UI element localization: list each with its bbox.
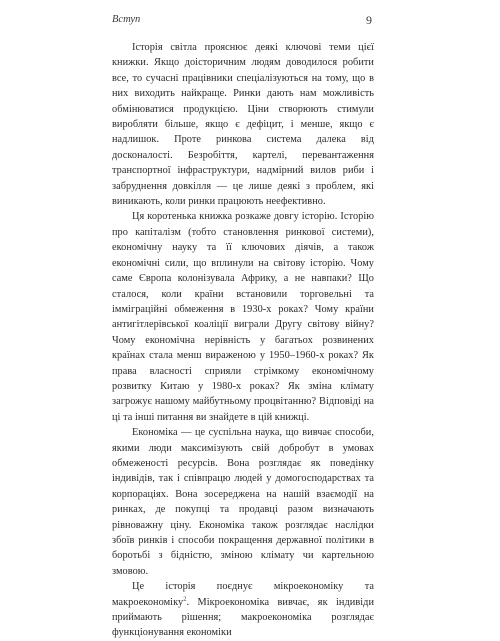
paragraph-4-start: Це історія поєднує мікроекономіку та макроекономіку [112,581,374,608]
paragraph-2: Ця коротенька книжка розкаже довгу історію. Історію про капіталізм (тобто становлення ринкової системи), економічну науку та її ключових діячів, а також економічні сили, що вплинули на світову історію. Чому саме Європа колонізувала Африку, а не навпаки? Що сталося, коли країни встановили торговельні та імміграційні обмеження в 1930-х роках? Чому країни антигітлерівської коаліції виграли Другу світову війну? Чому економічна нерівність у багатьох розвинених країнах стала менш вираженою у 1950–1960-х роках? Як права власності сприяли стрімкому економічному розвитку Китаю у 1980-х роках? Як зміна клімату загрожує нашому майбутньому процвітанню? Відповіді на ці та інші питання ви знайдете в цій книжці. [112,211,374,423]
paragraph-1: Історія світла прояснює деякі ключові теми цієї книжки. Якщо доісторичним людям доводилося робити все, то сучасні працівники спеціалізуються на тому, що в них виходить найкраще. Ринки дають нам можливість обмінюватися продукцією. Ціни створюють стимули виробляти більше, якщо є дефіцит, і менше, якщо є надлишок. Проте ринкова система далека від досконалості. Безробіття, картелі, перевантаження транспортної інфраструктури, надмірний вилов риби і забруднення довкілля — це лише деякі з проблем, які виникають, коли ринки працюють неефективно. [112,42,374,208]
footnote-marker[interactable]: 2 [183,595,187,603]
running-head: Вступ [112,14,141,25]
paragraph-4 [112,579,374,641]
paragraph-3: Економіка — це суспільна наука, що вивчає способи, якими люди максимізують свій добробут в умовах обмеженості ресурсів. Вона розглядає як поведінку індивідів, так і співпрацю людей у домогосподарствах та корпораціях. Вона зосереджена на нашій взаємодії на ринках, де покупці та продавці разом визначають рівноважну ціну. Економіка також розглядає наслідки збоїв ринків і способи покращення державної політики в боротьбі з бідністю, зміною клімату чи картельною змовою. [112,427,374,577]
paragraph-4-end: . Мікроекономіка вивчає, як індивіди приймають рішення; макроекономіка розглядає функціонування економіки [112,596,374,639]
page-number: 9 [366,13,372,27]
body-text [112,40,374,641]
